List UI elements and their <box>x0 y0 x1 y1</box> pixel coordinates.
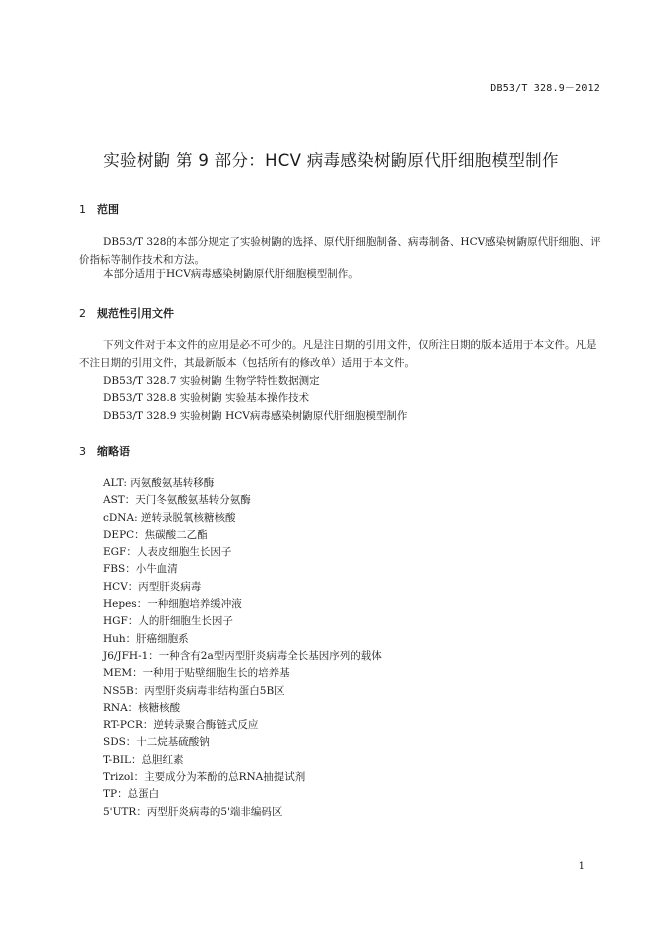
abbreviation-list <box>103 475 382 821</box>
section-2-heading <box>79 305 174 321</box>
abbreviation-item: HCV：丙型肝炎病毒 <box>103 580 202 593</box>
abbreviation-item: NS5B：丙型肝炎病毒非结构蛋白5B区 <box>103 684 285 697</box>
abbreviation-item: Trizol：主要成分为苯酚的总RNA抽提试剂 <box>103 771 306 784</box>
section-2-paragraph-1: 下列文件对于本文件的应用是必不可少的。凡是注日期的引用文件，仅所注日期的版本适用于本文件。凡是不注日期的引用文件，其最新版本（包括所有的修改单）适用于本文件。 <box>79 339 597 369</box>
section-1-paragraph-2: 本部分适用于HCV病毒感染树鼩原代肝细胞模型制作。 <box>103 268 359 280</box>
section-2-title: 规范性引用文件 <box>97 307 174 320</box>
standard-code: DB53/T 328.9－2012 <box>490 83 600 94</box>
abbreviation-item: RNA：核糖核酸 <box>103 701 181 714</box>
abbreviation-item: HGF：人的肝细胞生长因子 <box>103 615 233 628</box>
reference-item: DB53/T 328.8 实验树鼩 实验基本操作技术 <box>103 392 310 404</box>
section-1-title: 范围 <box>97 203 119 216</box>
abbreviation-item: T-BIL：总胆红素 <box>103 753 184 766</box>
section-1-paragraph-1: DB53/T 328的本部分规定了实验树鼩的选择、原代肝细胞制备、病毒制备、HCV感染树鼩原代肝细胞、评价指标等制作技术和方法。 <box>79 236 601 266</box>
abbreviation-item: cDNA: 逆转录脱氧核糖核酸 <box>103 511 236 524</box>
document-title: 实验树鼩 第 9 部分：HCV 病毒感染树鼩原代肝细胞模型制作 <box>103 151 559 170</box>
section-2-number: 2 <box>79 307 86 320</box>
abbreviation-item: SDS：十二烷基硫酸钠 <box>103 736 210 749</box>
abbreviation-item: RT-PCR：逆转录聚合酶链式反应 <box>103 719 259 732</box>
abbreviation-item: J6/JFH-1：一种含有2a型丙型肝炎病毒全长基因序列的载体 <box>103 649 382 662</box>
section-3-number: 3 <box>79 445 86 458</box>
abbreviation-item: MEM：一种用于贴壁细胞生长的培养基 <box>103 667 290 680</box>
abbreviation-item: EGF：人表皮细胞生长因子 <box>103 546 232 559</box>
abbreviation-item: 5'UTR：丙型肝炎病毒的5'端非编码区 <box>103 805 283 818</box>
abbreviation-item: AST：天门冬氨酸氨基转分氨酶 <box>103 494 251 507</box>
abbreviation-item: DEPC：焦碳酸二乙酯 <box>103 528 208 541</box>
abbreviation-item: Huh：肝癌细胞系 <box>103 632 189 645</box>
abbreviation-item: TP：总蛋白 <box>103 788 160 801</box>
reference-item: DB53/T 328.7 实验树鼩 生物学特性数据测定 <box>103 375 320 387</box>
abbreviation-item: ALT: 丙氨酸氨基转移酶 <box>103 477 215 489</box>
page-number: 1 <box>578 861 585 872</box>
section-3-title: 缩略语 <box>97 445 130 458</box>
abbreviation-item: Hepes：一种细胞培养缓冲液 <box>103 598 242 611</box>
abbreviation-item: FBS：小牛血清 <box>103 563 178 576</box>
section-3-heading <box>79 443 130 459</box>
reference-item: DB53/T 328.9 实验树鼩 HCV病毒感染树鼩原代肝细胞模型制作 <box>103 410 408 422</box>
section-1-heading <box>79 201 119 217</box>
section-1-number: 1 <box>79 203 86 216</box>
